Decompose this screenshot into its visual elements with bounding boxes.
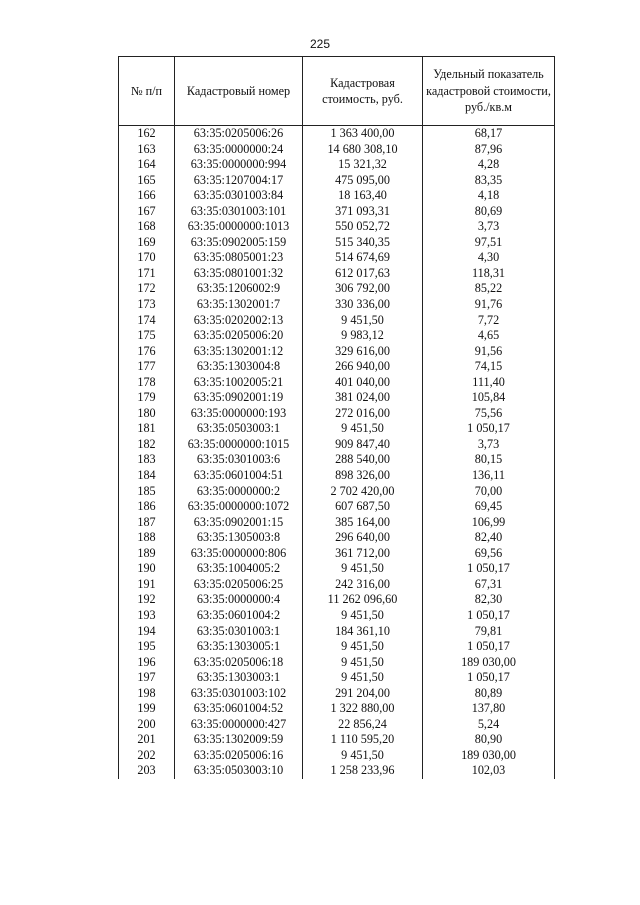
table-row <box>119 173 555 189</box>
cell-specific-indicator: 4,65 <box>423 328 555 344</box>
cell-cadastral-number: 63:35:1303004:8 <box>175 359 303 375</box>
cell-specific-indicator: 67,31 <box>423 577 555 593</box>
table-row <box>119 188 555 204</box>
cell-cadastral-number: 63:35:0301003:84 <box>175 188 303 204</box>
cell-num: 202 <box>119 748 175 764</box>
table-row <box>119 546 555 562</box>
cell-cadastral-number: 63:35:0801001:32 <box>175 266 303 282</box>
cell-cadastral-value: 9 451,50 <box>303 421 423 437</box>
cell-cadastral-number: 63:35:0601004:2 <box>175 608 303 624</box>
cell-cadastral-value: 385 164,00 <box>303 515 423 531</box>
table-row <box>119 157 555 173</box>
cell-cadastral-number: 63:35:0205006:16 <box>175 748 303 764</box>
cell-specific-indicator: 69,56 <box>423 546 555 562</box>
cell-cadastral-value: 9 451,50 <box>303 670 423 686</box>
cell-cadastral-number: 63:35:0000000:1072 <box>175 499 303 515</box>
cell-cadastral-number: 63:35:0000000:4 <box>175 592 303 608</box>
table-row <box>119 452 555 468</box>
cell-cadastral-number: 63:35:0000000:24 <box>175 142 303 158</box>
table-row <box>119 670 555 686</box>
cell-specific-indicator: 189 030,00 <box>423 748 555 764</box>
table-row <box>119 717 555 733</box>
table-row <box>119 297 555 313</box>
cell-specific-indicator: 102,03 <box>423 763 555 779</box>
cell-num: 201 <box>119 732 175 748</box>
cell-cadastral-value: 9 451,50 <box>303 608 423 624</box>
cell-specific-indicator: 79,81 <box>423 624 555 640</box>
cell-num: 168 <box>119 219 175 235</box>
cell-specific-indicator: 3,73 <box>423 219 555 235</box>
cell-specific-indicator: 1 050,17 <box>423 561 555 577</box>
cadastral-value-table <box>118 56 555 779</box>
cell-num: 200 <box>119 717 175 733</box>
cell-cadastral-number: 63:35:0000000:994 <box>175 157 303 173</box>
cell-specific-indicator: 80,90 <box>423 732 555 748</box>
cell-cadastral-value: 330 336,00 <box>303 297 423 313</box>
cell-num: 162 <box>119 126 175 142</box>
cell-cadastral-number: 63:35:0902001:19 <box>175 390 303 406</box>
cell-num: 170 <box>119 250 175 266</box>
cell-cadastral-value: 9 451,50 <box>303 639 423 655</box>
cell-cadastral-number: 63:35:0805001:23 <box>175 250 303 266</box>
cell-cadastral-value: 898 326,00 <box>303 468 423 484</box>
cell-cadastral-value: 909 847,40 <box>303 437 423 453</box>
cell-cadastral-value: 329 616,00 <box>303 344 423 360</box>
cell-cadastral-number: 63:35:1302001:7 <box>175 297 303 313</box>
cell-cadastral-value: 22 856,24 <box>303 717 423 733</box>
cell-cadastral-number: 63:35:0000000:427 <box>175 717 303 733</box>
cell-num: 178 <box>119 375 175 391</box>
cell-specific-indicator: 83,35 <box>423 173 555 189</box>
cell-cadastral-value: 612 017,63 <box>303 266 423 282</box>
cell-cadastral-number: 63:35:0000000:2 <box>175 484 303 500</box>
cell-num: 184 <box>119 468 175 484</box>
cell-cadastral-value: 475 095,00 <box>303 173 423 189</box>
cell-num: 164 <box>119 157 175 173</box>
header-cadastral-number: Кадастровый номер <box>175 57 303 126</box>
cell-cadastral-value: 361 712,00 <box>303 546 423 562</box>
cell-num: 173 <box>119 297 175 313</box>
cell-cadastral-number: 63:35:1004005:2 <box>175 561 303 577</box>
cell-cadastral-number: 63:35:1002005:21 <box>175 375 303 391</box>
cell-specific-indicator: 106,99 <box>423 515 555 531</box>
cell-specific-indicator: 7,72 <box>423 313 555 329</box>
cell-specific-indicator: 69,45 <box>423 499 555 515</box>
cell-num: 177 <box>119 359 175 375</box>
table-row <box>119 530 555 546</box>
cell-cadastral-number: 63:35:0902001:15 <box>175 515 303 531</box>
cell-cadastral-number: 63:35:0000000:193 <box>175 406 303 422</box>
cell-num: 188 <box>119 530 175 546</box>
cell-specific-indicator: 91,76 <box>423 297 555 313</box>
cell-cadastral-number: 63:35:0205006:18 <box>175 655 303 671</box>
table-row <box>119 484 555 500</box>
cell-cadastral-number: 63:35:1303005:1 <box>175 639 303 655</box>
cell-specific-indicator: 111,40 <box>423 375 555 391</box>
cell-cadastral-number: 63:35:0205006:20 <box>175 328 303 344</box>
cell-num: 175 <box>119 328 175 344</box>
cell-cadastral-number: 63:35:1302009:59 <box>175 732 303 748</box>
cell-cadastral-number: 63:35:1207004:17 <box>175 173 303 189</box>
cell-cadastral-value: 401 040,00 <box>303 375 423 391</box>
cell-num: 180 <box>119 406 175 422</box>
table-row <box>119 437 555 453</box>
table-row <box>119 499 555 515</box>
cell-cadastral-value: 18 163,40 <box>303 188 423 204</box>
cell-cadastral-number: 63:35:0301003:102 <box>175 686 303 702</box>
table-row <box>119 344 555 360</box>
cell-specific-indicator: 85,22 <box>423 281 555 297</box>
cell-specific-indicator: 118,31 <box>423 266 555 282</box>
table-row <box>119 328 555 344</box>
cell-cadastral-value: 607 687,50 <box>303 499 423 515</box>
cell-specific-indicator: 1 050,17 <box>423 421 555 437</box>
table-row <box>119 126 555 142</box>
cell-cadastral-value: 296 640,00 <box>303 530 423 546</box>
cell-num: 167 <box>119 204 175 220</box>
cell-cadastral-number: 63:35:0000000:806 <box>175 546 303 562</box>
table-row <box>119 608 555 624</box>
cell-num: 165 <box>119 173 175 189</box>
cell-cadastral-value: 11 262 096,60 <box>303 592 423 608</box>
cell-cadastral-number: 63:35:1303003:1 <box>175 670 303 686</box>
cell-cadastral-number: 63:35:0301003:101 <box>175 204 303 220</box>
table-row <box>119 219 555 235</box>
cell-cadastral-value: 14 680 308,10 <box>303 142 423 158</box>
cell-num: 196 <box>119 655 175 671</box>
cell-cadastral-value: 9 451,50 <box>303 655 423 671</box>
cell-specific-indicator: 80,89 <box>423 686 555 702</box>
cell-num: 183 <box>119 452 175 468</box>
table-row <box>119 250 555 266</box>
cell-num: 182 <box>119 437 175 453</box>
cell-cadastral-value: 2 702 420,00 <box>303 484 423 500</box>
cell-cadastral-number: 63:35:0205006:26 <box>175 126 303 142</box>
table-row <box>119 655 555 671</box>
table-row <box>119 281 555 297</box>
cell-num: 192 <box>119 592 175 608</box>
cell-cadastral-value: 266 940,00 <box>303 359 423 375</box>
table-row <box>119 142 555 158</box>
cell-cadastral-value: 9 451,50 <box>303 561 423 577</box>
cell-specific-indicator: 189 030,00 <box>423 655 555 671</box>
cell-cadastral-number: 63:35:0205006:25 <box>175 577 303 593</box>
cell-cadastral-value: 1 322 880,00 <box>303 701 423 717</box>
cell-cadastral-number: 63:35:0503003:1 <box>175 421 303 437</box>
cell-num: 187 <box>119 515 175 531</box>
cell-cadastral-value: 1 110 595,20 <box>303 732 423 748</box>
cell-num: 189 <box>119 546 175 562</box>
table-row <box>119 266 555 282</box>
table-header-row <box>119 57 555 126</box>
cell-specific-indicator: 105,84 <box>423 390 555 406</box>
cell-cadastral-number: 63:35:0601004:51 <box>175 468 303 484</box>
cell-num: 198 <box>119 686 175 702</box>
table-row <box>119 313 555 329</box>
cell-cadastral-value: 184 361,10 <box>303 624 423 640</box>
cell-num: 169 <box>119 235 175 251</box>
cell-cadastral-number: 63:35:0000000:1015 <box>175 437 303 453</box>
table-row <box>119 748 555 764</box>
table-row <box>119 639 555 655</box>
cell-specific-indicator: 80,15 <box>423 452 555 468</box>
cell-specific-indicator: 136,11 <box>423 468 555 484</box>
cell-cadastral-number: 63:35:1305003:8 <box>175 530 303 546</box>
cell-cadastral-number: 63:35:0902005:159 <box>175 235 303 251</box>
cell-cadastral-value: 371 093,31 <box>303 204 423 220</box>
cell-specific-indicator: 74,15 <box>423 359 555 375</box>
cell-specific-indicator: 75,56 <box>423 406 555 422</box>
cell-cadastral-value: 242 316,00 <box>303 577 423 593</box>
table-body <box>119 126 555 779</box>
cell-num: 176 <box>119 344 175 360</box>
cell-specific-indicator: 91,56 <box>423 344 555 360</box>
cell-cadastral-value: 306 792,00 <box>303 281 423 297</box>
table-row <box>119 732 555 748</box>
table-row <box>119 561 555 577</box>
cell-specific-indicator: 5,24 <box>423 717 555 733</box>
cell-num: 171 <box>119 266 175 282</box>
cell-cadastral-number: 63:35:0301003:6 <box>175 452 303 468</box>
cell-num: 166 <box>119 188 175 204</box>
table-row <box>119 390 555 406</box>
header-num: № п/п <box>119 57 175 126</box>
cell-specific-indicator: 4,18 <box>423 188 555 204</box>
cell-num: 190 <box>119 561 175 577</box>
cell-num: 193 <box>119 608 175 624</box>
cell-num: 179 <box>119 390 175 406</box>
table-row <box>119 204 555 220</box>
table-row <box>119 515 555 531</box>
header-specific-indicator: Удельный показатель кадастровой стоимости, руб./кв.м <box>423 57 555 126</box>
cell-num: 195 <box>119 639 175 655</box>
table-row <box>119 375 555 391</box>
cell-num: 203 <box>119 763 175 779</box>
table-row <box>119 421 555 437</box>
cell-num: 185 <box>119 484 175 500</box>
cell-cadastral-value: 272 016,00 <box>303 406 423 422</box>
table-row <box>119 592 555 608</box>
cell-cadastral-value: 288 540,00 <box>303 452 423 468</box>
cell-specific-indicator: 80,69 <box>423 204 555 220</box>
cell-num: 186 <box>119 499 175 515</box>
cell-cadastral-value: 291 204,00 <box>303 686 423 702</box>
cell-specific-indicator: 82,30 <box>423 592 555 608</box>
cell-specific-indicator: 1 050,17 <box>423 639 555 655</box>
cell-num: 191 <box>119 577 175 593</box>
cell-num: 199 <box>119 701 175 717</box>
cell-specific-indicator: 68,17 <box>423 126 555 142</box>
cell-cadastral-number: 63:35:0000000:1013 <box>175 219 303 235</box>
cell-cadastral-value: 515 340,35 <box>303 235 423 251</box>
table-row <box>119 686 555 702</box>
cell-specific-indicator: 70,00 <box>423 484 555 500</box>
table-row <box>119 577 555 593</box>
cell-cadastral-number: 63:35:0601004:52 <box>175 701 303 717</box>
cell-specific-indicator: 82,40 <box>423 530 555 546</box>
table-row <box>119 624 555 640</box>
cell-specific-indicator: 97,51 <box>423 235 555 251</box>
cell-cadastral-value: 9 451,50 <box>303 313 423 329</box>
cell-num: 181 <box>119 421 175 437</box>
table-row <box>119 701 555 717</box>
cell-cadastral-value: 1 363 400,00 <box>303 126 423 142</box>
cell-cadastral-value: 9 451,50 <box>303 748 423 764</box>
cell-num: 163 <box>119 142 175 158</box>
cell-cadastral-value: 514 674,69 <box>303 250 423 266</box>
header-cadastral-value: Кадастровая стоимость, руб. <box>303 57 423 126</box>
page-number: 225 <box>309 37 331 51</box>
cell-cadastral-value: 1 258 233,96 <box>303 763 423 779</box>
cell-cadastral-value: 550 052,72 <box>303 219 423 235</box>
cell-specific-indicator: 4,28 <box>423 157 555 173</box>
cell-specific-indicator: 1 050,17 <box>423 670 555 686</box>
cell-cadastral-value: 9 983,12 <box>303 328 423 344</box>
cell-specific-indicator: 137,80 <box>423 701 555 717</box>
table-row <box>119 468 555 484</box>
cell-cadastral-number: 63:35:0503003:10 <box>175 763 303 779</box>
cell-cadastral-number: 63:35:0202002:13 <box>175 313 303 329</box>
cell-num: 197 <box>119 670 175 686</box>
cell-cadastral-number: 63:35:1302001:12 <box>175 344 303 360</box>
cell-specific-indicator: 87,96 <box>423 142 555 158</box>
table-row <box>119 235 555 251</box>
cell-specific-indicator: 1 050,17 <box>423 608 555 624</box>
cell-cadastral-number: 63:35:0301003:1 <box>175 624 303 640</box>
cell-specific-indicator: 4,30 <box>423 250 555 266</box>
cell-specific-indicator: 3,73 <box>423 437 555 453</box>
cell-cadastral-value: 381 024,00 <box>303 390 423 406</box>
table-row <box>119 406 555 422</box>
table-row <box>119 359 555 375</box>
cell-cadastral-value: 15 321,32 <box>303 157 423 173</box>
table-row <box>119 763 555 779</box>
cell-num: 174 <box>119 313 175 329</box>
cell-num: 194 <box>119 624 175 640</box>
cell-cadastral-number: 63:35:1206002:9 <box>175 281 303 297</box>
cell-num: 172 <box>119 281 175 297</box>
